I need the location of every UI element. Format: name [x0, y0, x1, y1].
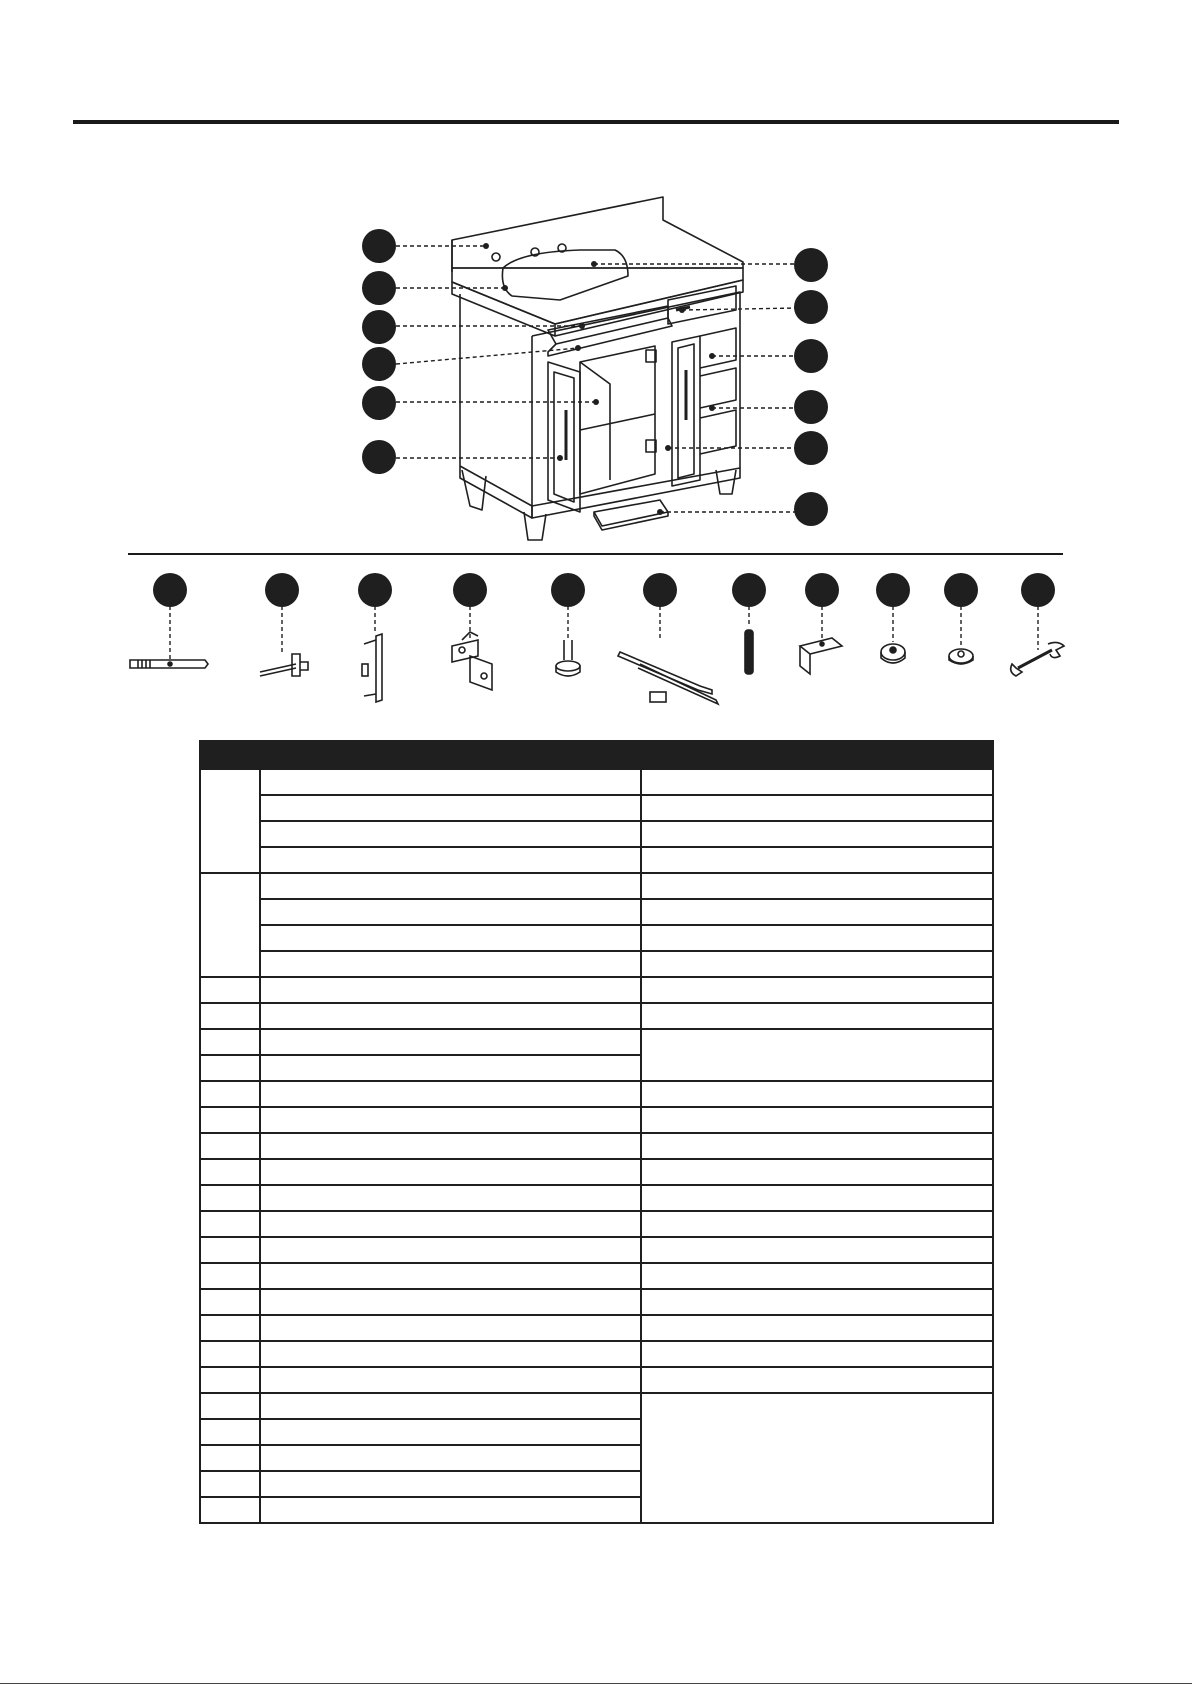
part-number-cell — [200, 1471, 260, 1497]
table-row — [200, 1315, 993, 1341]
part-number-cell — [200, 873, 260, 977]
part-description-cell — [260, 1471, 641, 1497]
table-row — [200, 847, 993, 873]
part-number-cell — [200, 1003, 260, 1029]
part-description-cell — [260, 1497, 641, 1523]
part-description-cell — [260, 769, 641, 795]
part-description-cell — [260, 1341, 641, 1367]
part-number-cell — [200, 1263, 260, 1289]
table-row — [200, 769, 993, 795]
table-row — [200, 977, 993, 1003]
header-cell — [260, 741, 641, 769]
cam-lock-icon — [881, 644, 905, 663]
part-qty-cell — [641, 1185, 993, 1211]
hardware-badge — [944, 573, 978, 607]
part-number-cell — [200, 1055, 260, 1081]
part-qty-cell — [641, 795, 993, 821]
part-description-cell — [260, 1315, 641, 1341]
table-row — [200, 1107, 993, 1133]
header-cell — [200, 741, 260, 769]
table-row — [200, 1289, 993, 1315]
part-number-cell — [200, 1081, 260, 1107]
hardware-badge — [265, 573, 299, 607]
table-row — [200, 1185, 993, 1211]
part-description-cell — [260, 1003, 641, 1029]
hardware-badge — [805, 573, 839, 607]
hardware-badge — [732, 573, 766, 607]
part-qty-cell — [641, 847, 993, 873]
part-qty-cell — [641, 1107, 993, 1133]
part-qty-cell — [641, 925, 993, 951]
part-number-cell — [200, 769, 260, 873]
part-description-cell — [260, 977, 641, 1003]
table-row — [200, 1133, 993, 1159]
door-handle-icon — [362, 634, 382, 702]
part-number-cell — [200, 1497, 260, 1523]
hardware-badge — [1021, 573, 1055, 607]
parts-table-header — [200, 741, 993, 769]
table-row — [200, 1081, 993, 1107]
part-description-cell — [260, 821, 641, 847]
table-row — [200, 1159, 993, 1185]
part-description-cell — [260, 1107, 641, 1133]
part-qty-cell — [641, 1237, 993, 1263]
table-row — [200, 951, 993, 977]
hardware-badge — [876, 573, 910, 607]
part-qty-cell — [641, 1341, 993, 1367]
part-qty-cell — [641, 951, 993, 977]
part-number-cell — [200, 1133, 260, 1159]
table-row — [200, 1393, 993, 1419]
part-qty-cell — [641, 769, 993, 795]
part-qty-cell — [641, 873, 993, 899]
part-description-cell — [260, 1159, 641, 1185]
part-number-cell — [200, 1185, 260, 1211]
part-qty-cell — [641, 1029, 993, 1081]
part-description-cell — [260, 847, 641, 873]
hardware-badge — [453, 573, 487, 607]
table-row — [200, 1263, 993, 1289]
part-number-cell — [200, 1341, 260, 1367]
wrench-icon — [1011, 642, 1064, 676]
part-description-cell — [260, 1263, 641, 1289]
table-row — [200, 821, 993, 847]
part-qty-cell — [641, 1133, 993, 1159]
part-number-cell — [200, 1237, 260, 1263]
part-number-cell — [200, 1211, 260, 1237]
part-description-cell — [260, 951, 641, 977]
table-row — [200, 1237, 993, 1263]
header-cell — [641, 741, 993, 769]
part-description-cell — [260, 873, 641, 899]
part-description-cell — [260, 1367, 641, 1393]
part-qty-cell — [641, 1159, 993, 1185]
wood-dowel-icon — [745, 630, 753, 674]
mounting-bracket-icon — [800, 638, 842, 674]
part-description-cell — [260, 1393, 641, 1419]
hardware-badge — [358, 573, 392, 607]
part-description-cell — [260, 899, 641, 925]
washer-icon — [949, 649, 973, 664]
part-number-cell — [200, 1419, 260, 1445]
part-description-cell — [260, 1237, 641, 1263]
hardware-badge — [551, 573, 585, 607]
part-number-cell — [200, 1367, 260, 1393]
drawer-slide-icon — [618, 652, 718, 704]
hardware-illustrations — [0, 0, 1192, 720]
part-description-cell — [260, 795, 641, 821]
part-number-cell — [200, 1289, 260, 1315]
part-qty-cell — [641, 1393, 993, 1523]
part-description-cell — [260, 925, 641, 951]
shelf-pin-icon — [260, 654, 308, 676]
part-number-cell — [200, 1315, 260, 1341]
table-row — [200, 1029, 993, 1055]
parts-table — [199, 740, 994, 1524]
part-qty-cell — [641, 1003, 993, 1029]
table-row — [200, 1341, 993, 1367]
hinge-icon — [452, 632, 492, 690]
part-qty-cell — [641, 1081, 993, 1107]
table-row — [200, 899, 993, 925]
part-qty-cell — [641, 899, 993, 925]
part-qty-cell — [641, 1289, 993, 1315]
part-qty-cell — [641, 1367, 993, 1393]
part-description-cell — [260, 1029, 641, 1055]
table-row — [200, 925, 993, 951]
part-number-cell — [200, 1445, 260, 1471]
part-description-cell — [260, 1211, 641, 1237]
part-description-cell — [260, 1289, 641, 1315]
part-qty-cell — [641, 1263, 993, 1289]
hardware-badge — [153, 573, 187, 607]
part-description-cell — [260, 1133, 641, 1159]
part-number-cell — [200, 1393, 260, 1419]
part-description-cell — [260, 1185, 641, 1211]
part-description-cell — [260, 1445, 641, 1471]
part-qty-cell — [641, 1315, 993, 1341]
table-row — [200, 1367, 993, 1393]
part-qty-cell — [641, 821, 993, 847]
table-row — [200, 1003, 993, 1029]
part-number-cell — [200, 977, 260, 1003]
table-row — [200, 795, 993, 821]
part-number-cell — [200, 1159, 260, 1185]
hardware-badge — [643, 573, 677, 607]
part-qty-cell — [641, 977, 993, 1003]
part-description-cell — [260, 1419, 641, 1445]
part-qty-cell — [641, 1211, 993, 1237]
part-number-cell — [200, 1107, 260, 1133]
footer-rule — [0, 1683, 1192, 1684]
part-description-cell — [260, 1081, 641, 1107]
part-description-cell — [260, 1055, 641, 1081]
part-number-cell — [200, 1029, 260, 1055]
dowel-bolt-icon — [130, 660, 208, 668]
table-row — [200, 873, 993, 899]
table-row — [200, 1211, 993, 1237]
leveling-foot-icon — [556, 640, 580, 676]
